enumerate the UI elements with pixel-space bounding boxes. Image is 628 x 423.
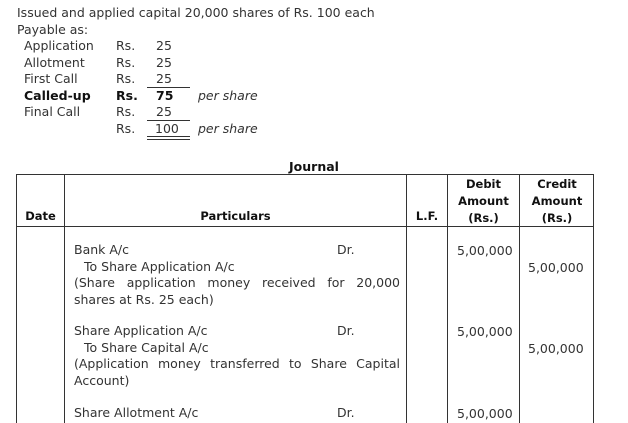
header-credit-line: Amount xyxy=(531,194,583,208)
header-debit-line: (Rs.) xyxy=(468,211,499,225)
header-debit xyxy=(448,176,519,227)
schedule-currency: Rs. xyxy=(116,88,138,103)
intro-line-1: Issued and applied capital 20,000 shares of Rs. 100 each xyxy=(17,5,375,20)
header-credit-line: (Rs.) xyxy=(541,211,573,225)
schedule-label: Application xyxy=(24,38,94,53)
schedule-currency: Rs. xyxy=(116,38,136,53)
credit-amount: 5,00,000 xyxy=(528,341,584,356)
debit-amount: 5,00,000 xyxy=(457,243,513,258)
schedule-currency: Rs. xyxy=(116,121,136,136)
header-credit-line: Credit xyxy=(537,177,577,191)
debit-account: Share Application A/c xyxy=(74,323,208,338)
debit-account: Share Allotment A/c xyxy=(74,405,199,420)
schedule-label: Final Call xyxy=(24,104,81,119)
debit-amount: 5,00,000 xyxy=(457,406,513,421)
per-share-note: per share xyxy=(198,88,258,103)
header-debit-line: Amount xyxy=(458,194,509,208)
header-credit xyxy=(520,176,594,227)
journal-title: Journal xyxy=(289,159,339,174)
narration: (Application money transferred to Share Capital Account) xyxy=(74,356,400,388)
schedule-currency: Rs. xyxy=(116,71,136,86)
schedule-label-called-up: Called-up xyxy=(24,88,91,103)
debit-account: Bank A/c xyxy=(74,242,130,257)
narration: (Share application money received for 20,000 shares at Rs. 25 each) xyxy=(74,275,400,307)
credit-account: To Share Application A/c xyxy=(84,259,235,274)
dr-marker: Dr. xyxy=(337,405,355,420)
schedule-label: Allotment xyxy=(24,55,85,70)
intro-line-2: Payable as: xyxy=(17,22,89,37)
schedule-currency: Rs. xyxy=(116,55,136,70)
schedule-amount: 25 xyxy=(156,55,172,70)
debit-amount: 5,00,000 xyxy=(457,324,513,339)
schedule-amount-total: 100 xyxy=(155,121,179,136)
per-share-note: per share xyxy=(198,121,258,136)
schedule-label: First Call xyxy=(24,71,78,86)
schedule-amount-called-up: 75 xyxy=(156,88,174,103)
dr-marker: Dr. xyxy=(337,323,355,338)
header-particulars: Particulars xyxy=(200,209,271,223)
schedule-amount: 25 xyxy=(156,104,172,119)
schedule-amount: 25 xyxy=(156,71,172,86)
dr-marker: Dr. xyxy=(337,242,355,257)
journal-table xyxy=(16,174,594,423)
header-lf: L.F. xyxy=(415,209,439,223)
total-double-rule xyxy=(147,136,190,140)
credit-amount: 5,00,000 xyxy=(528,260,584,275)
schedule-currency: Rs. xyxy=(116,104,136,119)
credit-account: To Share Capital A/c xyxy=(84,340,209,355)
header-debit-line: Debit xyxy=(465,177,502,191)
schedule-amount: 25 xyxy=(156,38,172,53)
header-date: Date xyxy=(25,209,56,223)
